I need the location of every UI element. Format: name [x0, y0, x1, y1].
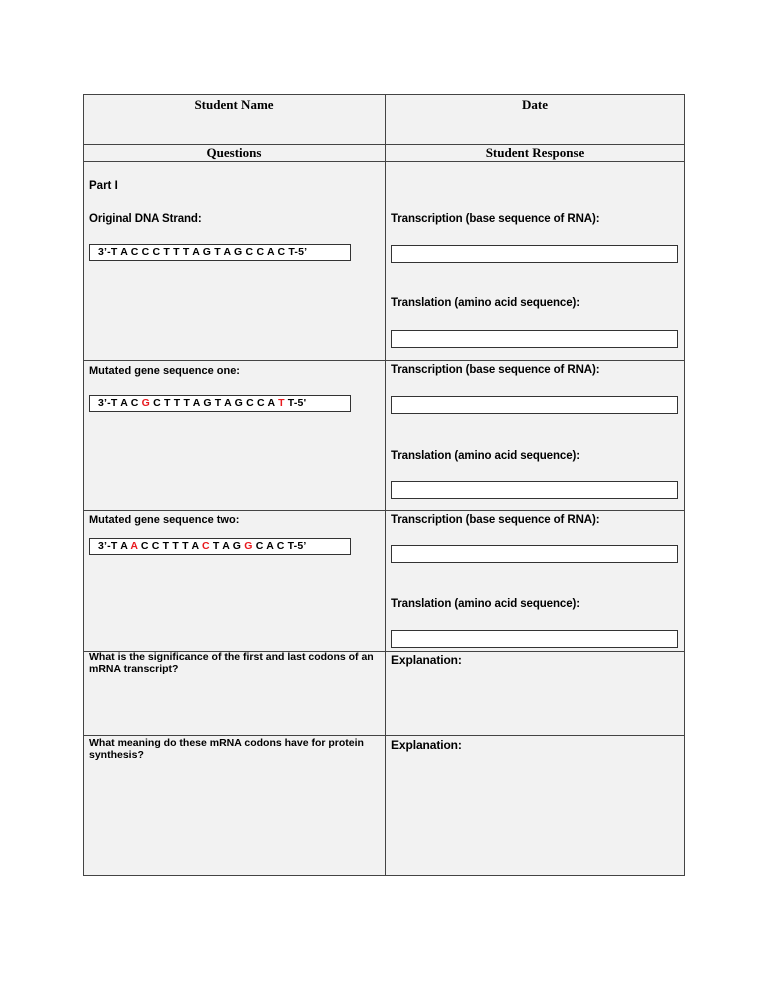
original-dna-label: Original DNA Strand: — [89, 213, 202, 225]
mutated-two-translation-input[interactable] — [391, 630, 678, 648]
mutated-two-transcription-input[interactable] — [391, 545, 678, 563]
mutated-base: T — [278, 397, 285, 409]
question-one-text: What is the significance of the first and last codons of an mRNA transcript? — [89, 651, 374, 675]
original-translation-input[interactable] — [391, 330, 678, 348]
row-divider — [84, 161, 684, 162]
mutated-one-translation-label: Translation (amino acid sequence): — [391, 450, 580, 462]
sequence-segment: T-5' — [284, 397, 307, 409]
mutated-base: G — [141, 397, 150, 409]
student-response-column-header: Student Response — [485, 145, 585, 160]
mutated-two-transcription-label: Transcription (base sequence of RNA): — [391, 514, 600, 526]
row-divider — [84, 735, 684, 736]
mutated-base: G — [244, 540, 253, 552]
mutated-one-transcription-input[interactable] — [391, 396, 678, 414]
sequence-segment: 3’-T A C — [98, 397, 142, 409]
row-divider — [84, 510, 684, 511]
student-name-header: Student Name — [194, 97, 274, 112]
sequence-segment: C C T T T A — [137, 540, 202, 552]
mutated-one-translation-input[interactable] — [391, 481, 678, 499]
mutated-base: C — [201, 540, 210, 552]
sequence-segment: C A C T-5’ — [252, 540, 307, 552]
row-divider — [84, 360, 684, 361]
mutated-one-sequence — [89, 395, 351, 412]
question-one-explanation-label: Explanation: — [391, 653, 462, 667]
mutated-base: A — [130, 540, 138, 552]
questions-column-header: Questions — [206, 145, 262, 160]
original-translation-label: Translation (amino acid sequence): — [391, 297, 580, 309]
original-dna-sequence: 3’-T A C C C T T T A G T A G C C A C T-5’ — [89, 244, 351, 261]
sequence-segment: T A G — [209, 540, 245, 552]
part-label: Part I — [89, 180, 118, 192]
sequence-segment: 3’-T A — [98, 540, 131, 552]
date-header: Date — [522, 97, 548, 112]
mutated-one-label: Mutated gene sequence one: — [89, 365, 240, 377]
worksheet-table — [83, 94, 685, 876]
question-two-explanation-label: Explanation: — [391, 738, 462, 752]
mutated-one-transcription-label: Transcription (base sequence of RNA): — [391, 364, 600, 376]
mutated-two-translation-label: Translation (amino acid sequence): — [391, 598, 580, 610]
question-two-text: What meaning do these mRNA codons have for protein synthesis? — [89, 737, 364, 761]
mutated-two-sequence — [89, 538, 351, 555]
mutated-two-label: Mutated gene sequence two: — [89, 514, 240, 526]
original-transcription-input[interactable] — [391, 245, 678, 263]
original-transcription-label: Transcription (base sequence of RNA): — [391, 213, 600, 225]
sequence-segment: C T T T A G T A G C C A — [149, 397, 279, 409]
column-divider — [385, 95, 386, 875]
